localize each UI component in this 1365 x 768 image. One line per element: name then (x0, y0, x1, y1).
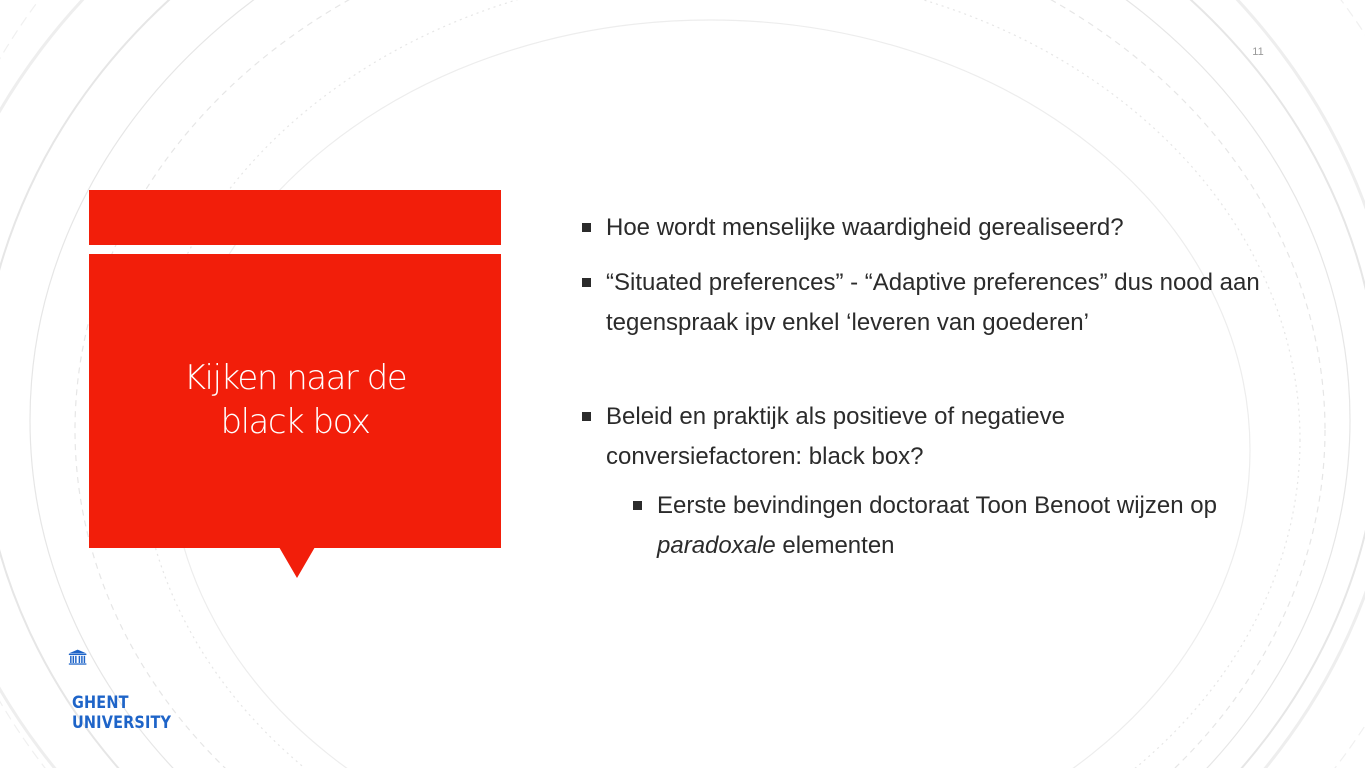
logo-line-ghent: GHENT (72, 693, 129, 713)
university-building-icon (68, 648, 114, 688)
logo-wordmark (72, 693, 189, 733)
sub-bullet-suffix: elementen (775, 532, 895, 559)
section-title: Kijken naar de black box (183, 358, 407, 442)
logo-line-university: UNIVERSITY (72, 713, 172, 733)
emphasis-text: paradoxale (657, 532, 776, 559)
bullet-text: Beleid en praktijk als positieve of negatieve conversiefactoren: black box? (606, 403, 1065, 470)
bullet-text: “Situated preferences” - “Adaptive preferences” dus nood aan tegenspraak ipv enkel ‘leveren van goederen’ (606, 269, 1260, 336)
bullet-text: Hoe wordt menselijke waardigheid gerealiseerd? (606, 214, 1124, 241)
page-number: 11 (1252, 46, 1264, 58)
red-header-bar (89, 190, 501, 245)
sub-bullet-prefix: Eerste bevindingen doctoraat Toon Benoot wijzen op (657, 492, 1217, 519)
panel-pointer (279, 547, 315, 578)
